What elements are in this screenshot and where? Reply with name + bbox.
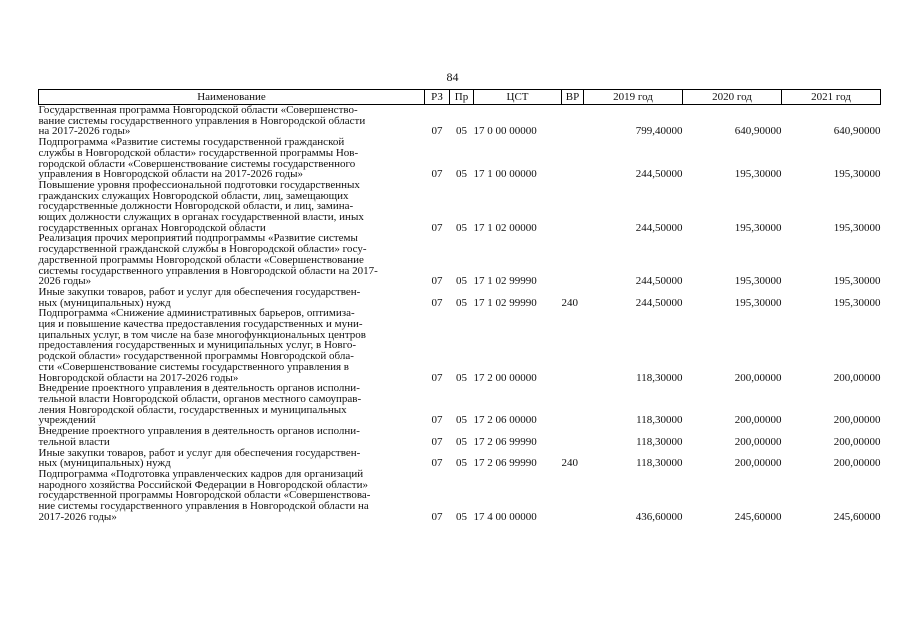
- row-vr: [562, 233, 584, 287]
- row-cst: 17 0 00 00000: [473, 125, 537, 138]
- row-2019: 799,40000: [635, 125, 683, 138]
- row-2020: 195,30000: [734, 275, 782, 288]
- row-name: [39, 180, 425, 234]
- row-2020: 245,60000: [734, 510, 782, 523]
- row-2021: 195,30000: [833, 275, 881, 288]
- budget-table: [38, 89, 881, 522]
- row-2021: 195,30000: [833, 221, 881, 234]
- row-2020: 200,00000: [734, 414, 782, 427]
- row-name-line: системы государственного управления в Новгородской области на 2017-: [38, 264, 378, 277]
- row-cst: 17 1 02 00000: [473, 221, 537, 234]
- row-2021: 200,00000: [833, 435, 881, 448]
- row-2019: 118,30000: [636, 414, 683, 427]
- row-pr: 05: [456, 371, 467, 384]
- table-row: [39, 233, 881, 287]
- table-body: [39, 105, 881, 523]
- row-2021: 200,00000: [833, 414, 881, 427]
- row-cst: 17 1 02 99990: [473, 275, 537, 288]
- row-name-line: гражданских служащих Новгородской области, лиц, замещающих: [38, 189, 349, 202]
- row-name-line: народного хозяйства Российской Федерации в Новгородской области»: [38, 478, 369, 491]
- row-pr: 05: [456, 221, 467, 234]
- row-name-line: государственные должности Новгородской области, и лиц, замина-: [38, 200, 354, 213]
- header-2019: 2019 год: [584, 90, 683, 105]
- row-name-line: Внедрение проектного управления в деятельность органов исполни-: [38, 382, 360, 395]
- row-2021: 245,60000: [833, 510, 881, 523]
- row-2019: 244,50000: [635, 275, 683, 288]
- row-name-line: государственной гражданской службы в Новгородской области» госу-: [38, 243, 367, 256]
- row-name-line: Иные закупки товаров, работ и услуг для обеспечения государствен-: [38, 285, 361, 298]
- row-name-line: ципальных услуг, в том числе на базе многофункциональных центров: [38, 328, 366, 341]
- row-name-line: сти «Совершенствование системы государственного управления в: [38, 360, 349, 373]
- row-2019: 244,50000: [635, 296, 683, 309]
- row-pr: 05: [456, 435, 467, 448]
- row-name-line: государственных органах Новгородской области: [38, 221, 266, 234]
- row-name-line: Внедрение проектного управления в деятельность органов исполни-: [38, 425, 360, 438]
- header-2020: 2020 год: [683, 90, 782, 105]
- row-2020: 200,00000: [734, 435, 782, 448]
- header-pr: Пр: [450, 90, 474, 105]
- row-name-line: тельной власти Новгородской области, органов местного самоуправ-: [38, 392, 362, 405]
- row-name-line: родской области» государственной программы Новгородской обла-: [38, 350, 354, 363]
- header-cst: ЦСТ: [474, 90, 562, 105]
- row-pr: 05: [456, 296, 467, 309]
- row-pr: 05: [456, 457, 467, 470]
- row-cst: 17 2 06 99990: [473, 457, 537, 470]
- row-vr: [562, 469, 584, 523]
- row-2021: 200,00000: [833, 457, 881, 470]
- row-2019: 118,30000: [636, 371, 683, 384]
- row-name: [39, 426, 425, 447]
- row-vr: [562, 180, 584, 234]
- row-2021: 195,30000: [833, 168, 881, 181]
- row-2019: 244,50000: [635, 221, 683, 234]
- row-name-line: на 2017-2026 годы»: [38, 125, 131, 138]
- row-2019: 244,50000: [635, 168, 683, 181]
- row-name-line: дарственной программы Новгородской области «Совершенствование: [38, 253, 364, 266]
- row-vr: [562, 426, 584, 447]
- row-vr: [562, 308, 584, 383]
- row-pr: 05: [456, 275, 467, 288]
- row-name-line: учреждений: [38, 414, 96, 427]
- page-number: 84: [446, 70, 459, 84]
- row-name-line: ция и повышение качества предоставления государственных и муни-: [38, 318, 363, 331]
- row-name-line: Подпрограмма «Развитие системы государственной гражданской: [38, 136, 345, 149]
- row-rz: 07: [431, 414, 443, 427]
- row-2019: 118,30000: [636, 457, 683, 470]
- row-name: [39, 233, 425, 287]
- row-name-line: ления Новгородской области, государственных и муниципальных: [38, 403, 347, 416]
- row-name-line: ющих должности служащих в органах государственной власти, иных: [38, 211, 364, 224]
- row-name-line: государственной программы Новгородской области «Совершенствова-: [38, 489, 371, 502]
- row-rz: 07: [431, 168, 443, 181]
- header-vr: ВР: [562, 90, 584, 105]
- row-2020: 200,00000: [734, 371, 782, 384]
- row-rz: 07: [431, 221, 443, 234]
- table-row: [39, 287, 881, 308]
- row-cst: 17 2 00 00000: [473, 371, 537, 384]
- row-name: [39, 469, 425, 523]
- header-name: Наименование: [39, 90, 425, 105]
- row-name-line: Подпрограмма «Подготовка управленческих кадров для организаций: [38, 467, 364, 480]
- row-name-line: ние системы государственного управления в Новгородской области на: [38, 500, 369, 513]
- table-row: [39, 137, 881, 180]
- row-pr: 05: [456, 168, 467, 181]
- row-name: [39, 137, 425, 180]
- row-2020: 195,30000: [734, 168, 782, 181]
- row-2020: 195,30000: [734, 221, 782, 234]
- row-2021: 200,00000: [833, 371, 881, 384]
- row-2020: 195,30000: [734, 296, 782, 309]
- table-header-row: [39, 90, 881, 105]
- row-2021: 195,30000: [833, 296, 881, 309]
- row-rz: 07: [431, 457, 443, 470]
- row-name-line: Иные закупки товаров, работ и услуг для обеспечения государствен-: [38, 446, 361, 459]
- row-2019: 118,30000: [636, 435, 683, 448]
- row-name-line: ных (муниципальных) нужд: [38, 296, 171, 309]
- header-2021: 2021 год: [782, 90, 881, 105]
- row-name-line: ных (муниципальных) нужд: [38, 457, 171, 470]
- row-rz: 07: [431, 435, 443, 448]
- row-name: [39, 448, 425, 469]
- table-row: [39, 180, 881, 234]
- row-name-line: тельной власти: [38, 435, 110, 448]
- row-cst: 17 4 00 00000: [473, 510, 537, 523]
- row-name-line: вание системы государственного управления в Новгородской области: [38, 114, 366, 127]
- table-row: [39, 308, 881, 383]
- row-2020: 640,90000: [734, 125, 782, 138]
- row-vr: 240: [561, 457, 578, 470]
- row-2020: 200,00000: [734, 457, 782, 470]
- row-vr: [562, 137, 584, 180]
- row-vr: [562, 383, 584, 426]
- row-name-line: Государственная программа Новгородской области «Совершенство-: [38, 104, 358, 116]
- table-row: [39, 105, 881, 138]
- table-row: [39, 448, 881, 469]
- row-name-line: городской области «Совершенствование системы государственного: [38, 157, 356, 170]
- table-row: [39, 469, 881, 523]
- row-cst: 17 1 02 99990: [473, 296, 537, 309]
- table-row: [39, 426, 881, 447]
- row-2019: 436,60000: [635, 510, 683, 523]
- row-name-line: Подпрограмма «Снижение административных барьеров, оптимиза-: [38, 307, 355, 320]
- row-pr: 05: [456, 414, 467, 427]
- row-rz: 07: [431, 125, 443, 138]
- row-name-line: управления в Новгородской области на 2017-2026 годы»: [38, 168, 304, 181]
- row-rz: 07: [431, 371, 443, 384]
- row-name: [39, 383, 425, 426]
- row-name-line: службы в Новгородской области» государственной программы Нов-: [38, 146, 359, 159]
- row-name-line: 2026 годы»: [38, 275, 92, 288]
- row-name: [39, 287, 425, 308]
- row-name-line: предоставления государственных и муниципальных услуг, в Новго-: [38, 339, 357, 352]
- row-2021: 640,90000: [833, 125, 881, 138]
- row-name-line: Реализация прочих мероприятий подпрограммы «Развитие системы: [38, 232, 358, 245]
- row-rz: 07: [431, 275, 443, 288]
- row-rz: 07: [431, 510, 443, 523]
- row-rz: 07: [431, 296, 443, 309]
- header-rz: РЗ: [425, 90, 450, 105]
- row-vr: 240: [561, 296, 578, 309]
- row-name-line: Повышение уровня профессиональной подготовки государственных: [38, 178, 360, 191]
- row-vr: [562, 105, 584, 138]
- row-pr: 05: [456, 125, 467, 138]
- row-cst: 17 2 06 00000: [473, 414, 537, 427]
- row-cst: 17 1 00 00000: [473, 168, 537, 181]
- row-name: [39, 105, 425, 138]
- row-pr: 05: [456, 510, 467, 523]
- row-name: [39, 308, 425, 383]
- row-name-line: 2017-2026 годы»: [38, 510, 117, 523]
- row-name-line: Новгородской области на 2017-2026 годы»: [38, 371, 239, 384]
- row-cst: 17 2 06 99990: [473, 435, 537, 448]
- table-row: [39, 383, 881, 426]
